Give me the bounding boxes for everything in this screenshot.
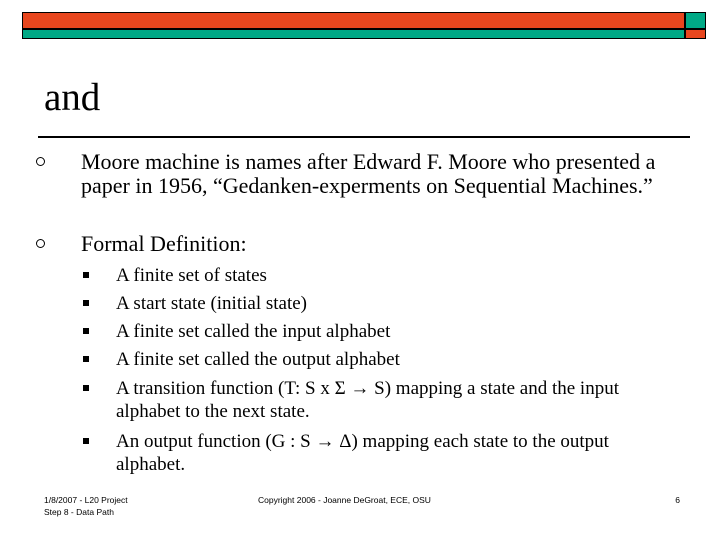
square-bullet-icon <box>83 300 89 306</box>
header-red-bar <box>22 12 685 29</box>
square-bullet-icon <box>83 272 89 278</box>
header-green-square <box>685 12 706 29</box>
sub-bullet-text: A finite set called the output alphabet <box>116 349 400 370</box>
bullet-text: Formal Definition: <box>81 231 247 256</box>
sub-bullet-text: A finite set called the input alphabet <box>116 321 391 342</box>
footer-date-project <box>44 494 194 518</box>
sub-bullet-text: A finite set of states <box>116 265 267 286</box>
hollow-circle-bullet-icon <box>36 239 45 248</box>
title-underline <box>38 136 690 138</box>
square-bullet-icon <box>83 328 89 334</box>
hollow-circle-bullet-icon <box>36 157 45 166</box>
square-bullet-icon <box>83 438 89 444</box>
footer-left-line2: Step 8 - Data Path <box>44 507 114 517</box>
footer-left-line1: 1/8/2007 - L20 Project <box>44 495 128 505</box>
slide-title: and <box>44 76 101 119</box>
square-bullet-icon <box>83 385 89 391</box>
bullet-text: Moore machine is names after Edward F. Moore who presented a paper in 1956, “Gedanken-experments on Sequential Machines.” <box>81 149 656 198</box>
sub-bullet-text: A transition function (T: S x Σ → S) mapping a state and the input alphabet to the next state. <box>116 378 619 422</box>
header-red-square <box>685 29 706 39</box>
square-bullet-icon <box>83 356 89 362</box>
header-green-bar <box>22 29 685 39</box>
footer-copyright: Copyright 2006 - Joanne DeGroat, ECE, OSU <box>258 495 431 505</box>
sub-bullet-text: An output function (G : S → Δ) mapping each state to the output alphabet. <box>116 431 609 475</box>
sub-bullet-text: A start state (initial state) <box>116 293 308 314</box>
page-number: 6 <box>675 495 680 505</box>
